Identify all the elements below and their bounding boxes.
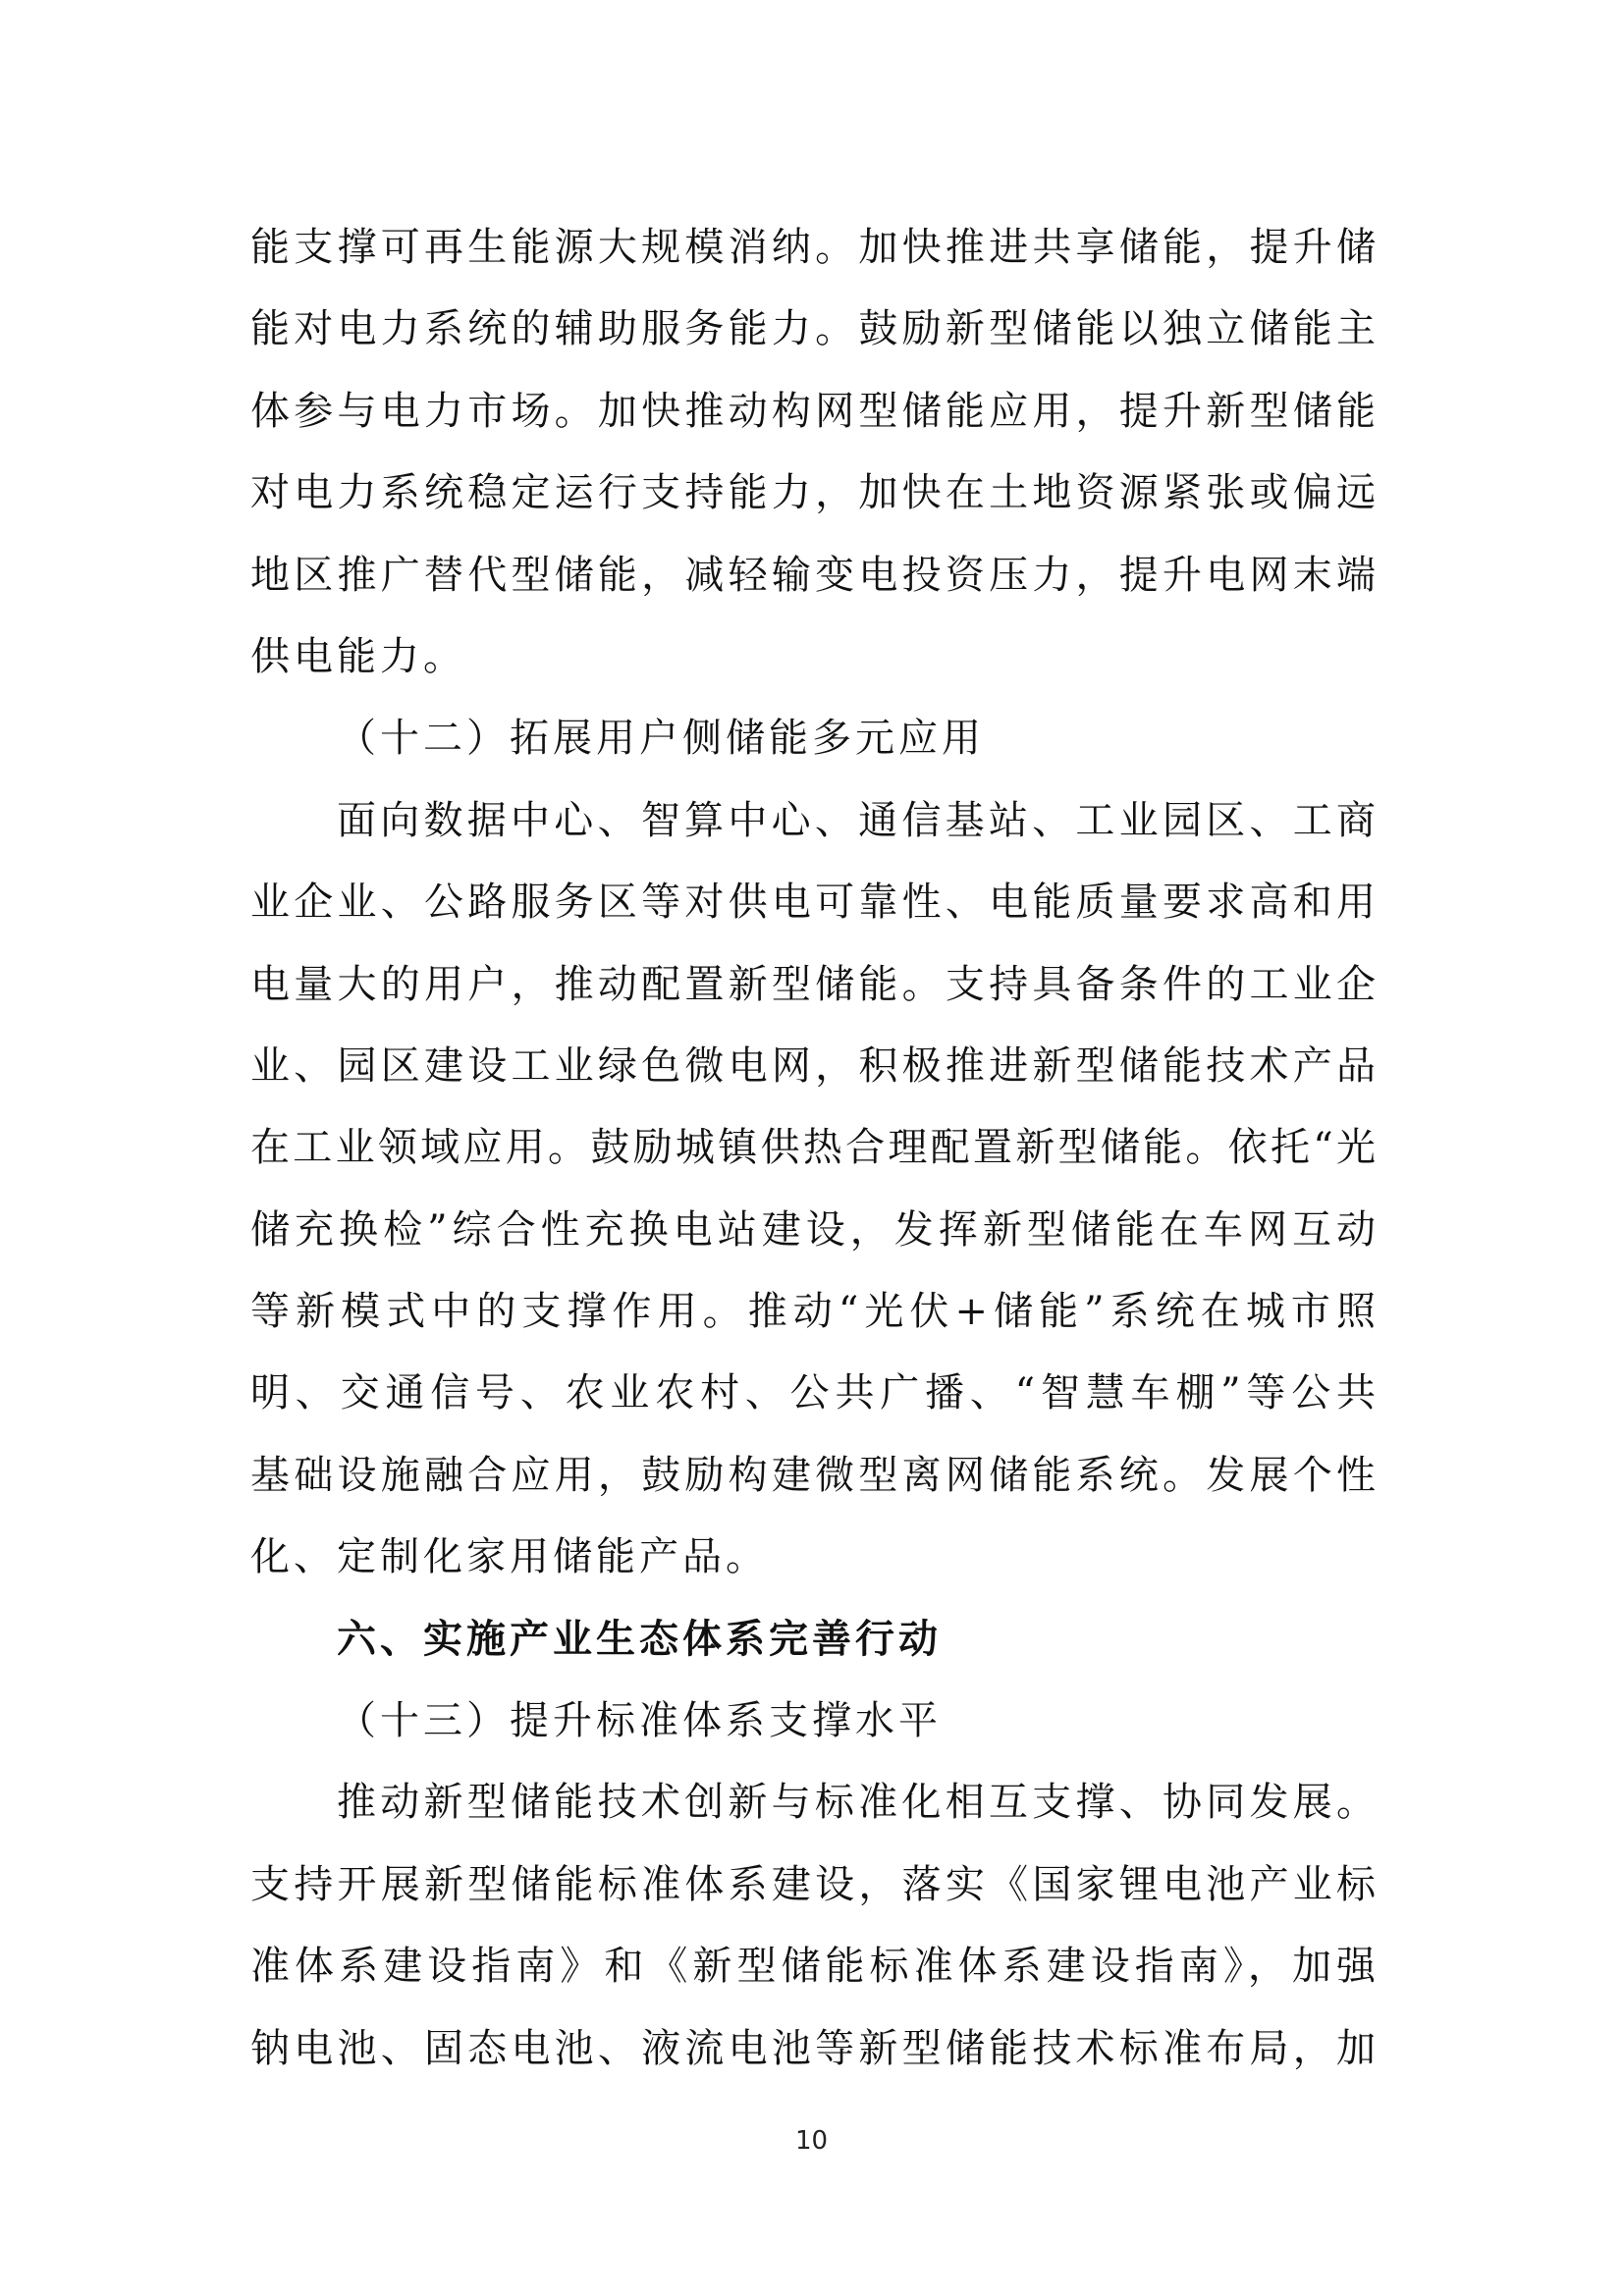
body-line: 推动新型储能技术创新与标准化相互支撑、协同发展。 xyxy=(337,1780,1376,1826)
body-line: 支持开展新型储能标准体系建设，落实《国家锂电池产业标 xyxy=(250,1861,1376,1907)
body-line: 业、园区建设工业绿色微电网，积极推进新型储能技术产品 xyxy=(250,1042,1376,1089)
body-line: 能对电力系统的辅助服务能力。鼓励新型储能以独立储能主 xyxy=(250,306,1376,352)
body-line: 业企业、公路服务区等对供电可靠性、电能质量要求高和用 xyxy=(250,880,1376,926)
section-subheading-13: （十三）提升标准体系支撑水平 xyxy=(337,1698,942,1744)
body-line: 基础设施融合应用，鼓励构建微型离网储能系统。发展个性 xyxy=(250,1452,1376,1498)
section-heading-6: 六、实施产业生态体系完善行动 xyxy=(337,1616,942,1662)
document-body xyxy=(250,220,1376,2103)
body-line: 电量大的用户，推动配置新型储能。支持具备条件的工业企 xyxy=(250,961,1376,1007)
body-line: 在工业领域应用。鼓励城镇供热合理配置新型储能。依托“光 xyxy=(250,1125,1376,1171)
body-line: 准体系建设指南》和《新型储能标准体系建设指南》，加强 xyxy=(250,1944,1376,1990)
body-line: 面向数据中心、智算中心、通信基站、工业园区、工商 xyxy=(337,797,1376,843)
body-line: 对电力系统稳定运行支持能力，加快在土地资源紧张或偏远 xyxy=(250,470,1376,516)
body-line: 钠电池、固态电池、液流电池等新型储能技术标准布局，加 xyxy=(250,2025,1376,2071)
body-line: 明、交通信号、农业农村、公共广播、“智慧车棚”等公共 xyxy=(250,1370,1376,1416)
body-line: 化、定制化家用储能产品。 xyxy=(250,1534,769,1580)
body-line: 储充换检”综合性充换电站建设，发挥新型储能在车网互动 xyxy=(250,1206,1376,1253)
section-subheading-12: （十二）拓展用户侧储能多元应用 xyxy=(337,716,985,762)
body-line: 体参与电力市场。加快推动构网型储能应用，提升新型储能 xyxy=(250,388,1376,434)
body-line: 供电能力。 xyxy=(250,633,466,679)
body-line: 等新模式中的支撑作用。推动“光伏+储能”系统在城市照 xyxy=(250,1289,1376,1335)
body-line: 地区推广替代型储能，减轻输变电投资压力，提升电网末端 xyxy=(250,552,1376,598)
page-number: 10 xyxy=(794,2126,829,2156)
body-line: 能支撑可再生能源大规模消纳。加快推进共享储能，提升储 xyxy=(250,225,1376,270)
